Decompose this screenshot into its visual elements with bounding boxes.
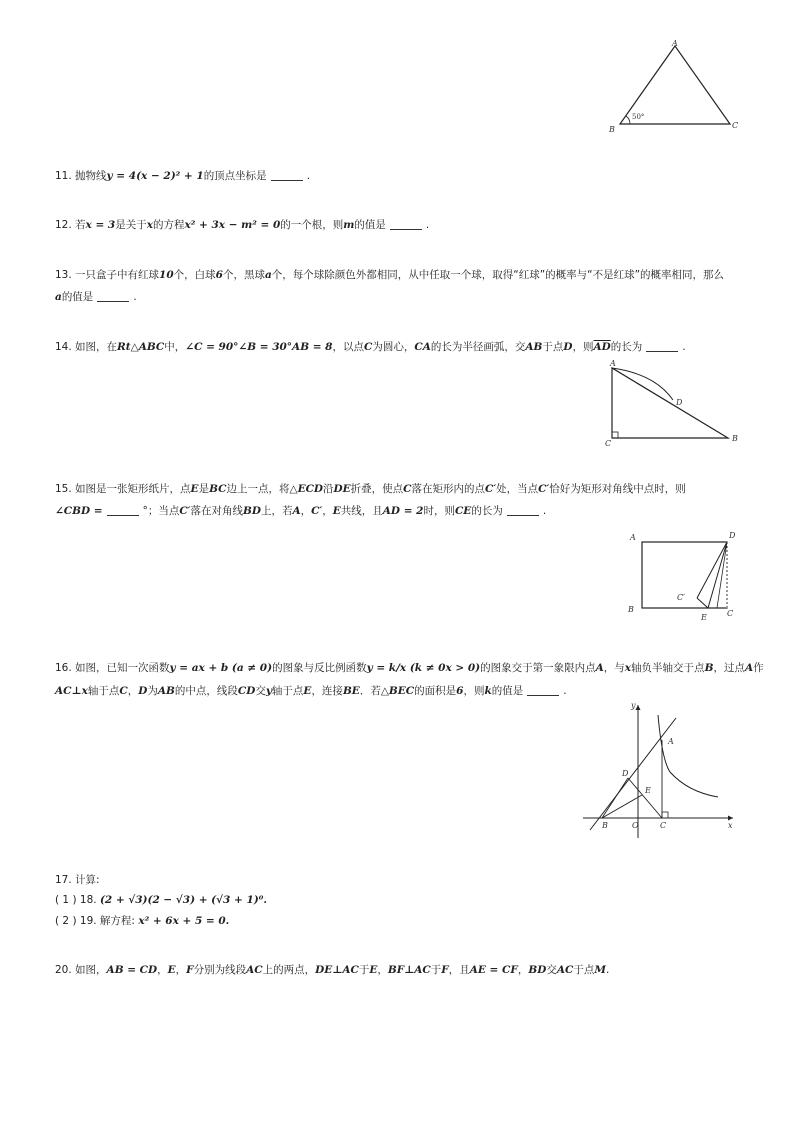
q15-text-m: 时，则 [423, 505, 455, 517]
answer-blank[interactable] [527, 683, 559, 696]
q16-text-f: ，过点 [713, 662, 745, 674]
function-graph-figure [578, 700, 743, 840]
q13-text-a: 13. 一只盒子中有红球 [55, 269, 160, 281]
q17-p2-formula: x² + 6x + 5 = 0. [138, 915, 230, 927]
q17-p1-label: ( 1 ) 18. [55, 894, 97, 906]
q14-text-7: 的长为 [610, 341, 643, 353]
q20-formula-1: AB = CD [106, 964, 158, 976]
q13-text-e: 的值是 [61, 291, 94, 303]
label-d: D [729, 531, 736, 540]
q20-seg-ac: AC [246, 964, 263, 976]
q16-text-h: 轴于点 [87, 685, 120, 697]
q16-text-q: ，则 [463, 685, 485, 697]
q14-text-2: ，以点 [332, 341, 364, 353]
q20-text-g: ， [377, 964, 388, 976]
question-11 [55, 165, 310, 187]
q16-text-i: ， [127, 685, 139, 697]
q16-text-e: 轴负半轴交于点 [631, 662, 705, 674]
q15-tri-ecd: △ECD [289, 483, 324, 495]
q16-point-c: C [119, 685, 128, 697]
q13-num-1: 10 [159, 269, 174, 281]
q15-text-h: 恰好为矩形对角线中点时，则 [549, 483, 686, 495]
q15-point-cp-3: C′ [179, 505, 191, 517]
q14-text-4: 的长为半径画弧，交 [430, 341, 526, 353]
q11-formula: y = 4(x − 2)² + 1 [106, 170, 204, 182]
q16-text-k: 的中点，线段 [174, 685, 238, 697]
q20-seg-ac-2: AC [556, 964, 574, 976]
q15-point-e-2: E [332, 505, 341, 517]
q16-axis-y: y [265, 685, 272, 697]
question-20 [55, 959, 609, 981]
q15-text-i: °；当点 [142, 505, 180, 517]
q11-tail: . [306, 170, 311, 182]
q15-text-a: 15. 如图是一张矩形纸片，点 [55, 483, 191, 495]
q12-text-2: 的方程 [153, 219, 185, 231]
label-b: B [609, 125, 615, 134]
q12-tail: . [425, 219, 430, 231]
q15-angle: ∠CBD = [55, 505, 103, 517]
q12-text-1: 是关于 [115, 219, 147, 231]
q13-text-b: 个，白球 [173, 269, 216, 281]
q16-point-a-2: A [744, 662, 754, 674]
question-17-title [55, 869, 100, 891]
q20-formula-4: AE = CF [469, 964, 518, 976]
label-e: E [701, 613, 707, 622]
q15-point-e: E [190, 483, 199, 495]
question-14 [55, 336, 686, 358]
q16-inverse-fn: y = k/x (k ≠ 0x > 0) [366, 662, 481, 674]
q13-var: a [55, 291, 62, 303]
q15-text-g: 处，当点 [496, 483, 539, 495]
q20-text-e: 上的两点， [262, 964, 316, 976]
q15-ad-eq: AD = 2 [382, 505, 424, 517]
q14-formula-5: AB [525, 341, 543, 353]
q14-text-6: ，则 [572, 341, 594, 353]
label-d: D [622, 769, 629, 778]
q16-axis-x: x [624, 662, 632, 674]
q20-formula-5: BD [528, 964, 547, 976]
q15-text-c: 边上一点，将 [226, 483, 290, 495]
q14-formula-4: CA [414, 341, 431, 353]
q16-seg-ab: AB [157, 685, 175, 697]
question-12 [55, 214, 429, 236]
q12-formula-2: x [146, 219, 153, 231]
q16-linear-fn: y = ax + b (a ≠ 0) [169, 662, 273, 674]
q12-formula-3: x² + 3x − m² = 0 [184, 219, 281, 231]
label-e: E [645, 786, 651, 795]
q16-point-e: E [303, 685, 312, 697]
angle-label: 50° [632, 113, 645, 121]
answer-blank[interactable] [507, 503, 539, 516]
q14-tail: . [682, 341, 686, 353]
q11-prefix: 11. 抛物线 [55, 170, 107, 182]
answer-blank[interactable] [390, 217, 422, 230]
q15-text-b: 是 [198, 483, 210, 495]
label-c: C [727, 609, 734, 618]
label-o: O [632, 821, 639, 830]
answer-blank[interactable] [97, 289, 129, 302]
q20-text-b: ， [157, 964, 168, 976]
q17-p2-label: ( 2 ) 19. 解方程: [55, 915, 135, 927]
q16-point-d: D [138, 685, 148, 697]
question-13-line-1 [55, 264, 724, 286]
question-13-line-2 [55, 286, 137, 308]
q16-text-p: 的面积是 [414, 685, 457, 697]
q20-text-d: 分别为线段 [193, 964, 247, 976]
q20-point-e-2: E [369, 964, 378, 976]
label-a: A [672, 39, 678, 48]
q20-formula-2: DE⊥AC [315, 964, 359, 976]
right-triangle-arc-figure [600, 360, 750, 450]
label-a: A [668, 737, 674, 746]
answer-blank[interactable] [271, 168, 303, 181]
q16-seg-be: BE [342, 685, 360, 697]
label-d: D [676, 398, 683, 407]
q13-num-2: 6 [215, 269, 223, 281]
label-b: B [602, 821, 608, 830]
q16-text-n: ，连接 [311, 685, 343, 697]
q15-text-l: 共线，且 [340, 505, 383, 517]
q20-point-e: E [167, 964, 176, 976]
q20-point-m: M [594, 964, 606, 976]
q15-point-a: A [292, 505, 301, 517]
q12-formula-1: x = 3 [85, 219, 116, 231]
question-17-part-2 [55, 910, 229, 932]
q20-text-f: 于 [358, 964, 370, 976]
q20-text-l: 于点 [573, 964, 595, 976]
q16-tri-bec: △BEC [380, 685, 415, 697]
q16-text-o: ．若 [359, 685, 381, 697]
q15-point-cp: C′ [485, 483, 497, 495]
q14-text-3: 为圆心， [372, 341, 415, 353]
label-y: y [631, 701, 636, 710]
label-b: B [628, 605, 634, 614]
question-16-line-2 [55, 680, 567, 702]
q16-tail: . [563, 685, 567, 697]
q15-tail: . [542, 505, 547, 517]
q16-area: 6 [456, 685, 464, 697]
q16-perp: AC⊥x [55, 685, 88, 697]
label-a: A [610, 359, 616, 368]
q15-seg-ce: CE [454, 505, 472, 517]
q12-formula-4: m [343, 219, 355, 231]
q14-text-1: 中， [164, 341, 186, 353]
answer-blank[interactable] [107, 503, 139, 516]
triangle-abc-figure [605, 38, 755, 138]
q20-text-k: 交 [546, 964, 557, 976]
q16-point-a: A [595, 662, 604, 674]
q20-text-j: ， [517, 964, 529, 976]
q16-text-j: 为 [147, 685, 158, 697]
q15-text-n: 的长为 [471, 505, 503, 517]
q17-title: 17. 计算: [55, 874, 100, 886]
q13-text-d: 个，每个球除颜色外都相同，从中任取一个球，取得“红球”的概率与“不是红球”的概率相同，那么 [271, 269, 725, 281]
q16-text-c: 的图象交于第一象限内点 [480, 662, 596, 674]
label-c: C [605, 439, 612, 448]
q14-text-5: 于点 [542, 341, 564, 353]
q20-tail: . [605, 964, 610, 976]
q14-formula-6: D [563, 341, 573, 353]
q15-seg-bc: BC [209, 483, 227, 495]
q14-prefix: 14. 如图，在 [55, 341, 118, 353]
q16-text-l: 交 [255, 685, 266, 697]
q14-formula-1: Rt△ABC [117, 341, 165, 353]
q15-text-d: 沿 [323, 483, 334, 495]
q14-arc-ad: $\overline{AD}$ [593, 341, 611, 353]
q20-formula-3: BF⊥AC [387, 964, 431, 976]
q14-formula-2: ∠C = 90°∠B = 30°AB = 8 [185, 341, 333, 353]
rectangle-fold-figure [625, 528, 745, 623]
q13-tail: . [133, 291, 137, 303]
label-b: B [732, 434, 738, 443]
q12-prefix: 12. 若 [55, 219, 86, 231]
q15-point-c: C [403, 483, 412, 495]
q20-text-a: 20. 如图， [55, 964, 107, 976]
q14-formula-3: C [364, 341, 373, 353]
label-c: C [660, 821, 667, 830]
question-15-line-1 [55, 478, 686, 500]
q15-text-j: 落在对角线 [190, 505, 243, 517]
question-15-line-2 [55, 500, 546, 522]
q20-text-c: ， [175, 964, 187, 976]
q20-text-h: 于 [430, 964, 442, 976]
q16-text-d: ，与 [603, 662, 625, 674]
q15-text-k: 上，若 [260, 505, 293, 517]
label-x: x [728, 821, 733, 830]
label-c-prime: C′ [677, 593, 685, 602]
q12-text-4: 的值是 [354, 219, 386, 231]
label-c: C [732, 121, 739, 130]
q15-seg-bd: BD [242, 505, 261, 517]
q15-sep-2: ， [322, 505, 333, 517]
q16-text-a: 16. 如图，已知一次函数 [55, 662, 170, 674]
question-17-part-1 [55, 889, 267, 911]
q15-seg-de: DE [333, 483, 351, 495]
q15-sep-1: ， [300, 505, 312, 517]
q13-text-c: 个，黑球 [222, 269, 265, 281]
answer-blank[interactable] [646, 339, 678, 352]
q17-p1-formula: (2 + √3)(2 − √3) + (√3 + 1)⁰. [99, 894, 267, 906]
question-16-line-1 [55, 657, 764, 679]
q20-point-f-2: F [441, 964, 449, 976]
q15-point-cp-2: C′ [538, 483, 550, 495]
q15-point-cp-4: C′ [311, 505, 323, 517]
q20-text-i: ，且 [448, 964, 470, 976]
q20-point-f: F [186, 964, 194, 976]
q16-text-m: 轴于点 [271, 685, 304, 697]
label-a: A [630, 533, 636, 542]
q16-text-r: 的值是 [491, 685, 524, 697]
q16-seg-cd: CD [237, 685, 256, 697]
q15-text-e: 折叠，使点 [350, 483, 404, 495]
q16-text-b: 的图象与反比例函数 [272, 662, 367, 674]
q16-point-b: B [704, 662, 714, 674]
q16-text-g: 作 [753, 662, 764, 674]
q13-num-3: a [264, 269, 272, 281]
q12-text-3: 的一个根，则 [280, 219, 344, 231]
q15-text-f: 落在矩形内的点 [411, 483, 486, 495]
q16-var-k: k [484, 685, 492, 697]
q11-suffix: 的顶点坐标是 [203, 170, 267, 182]
